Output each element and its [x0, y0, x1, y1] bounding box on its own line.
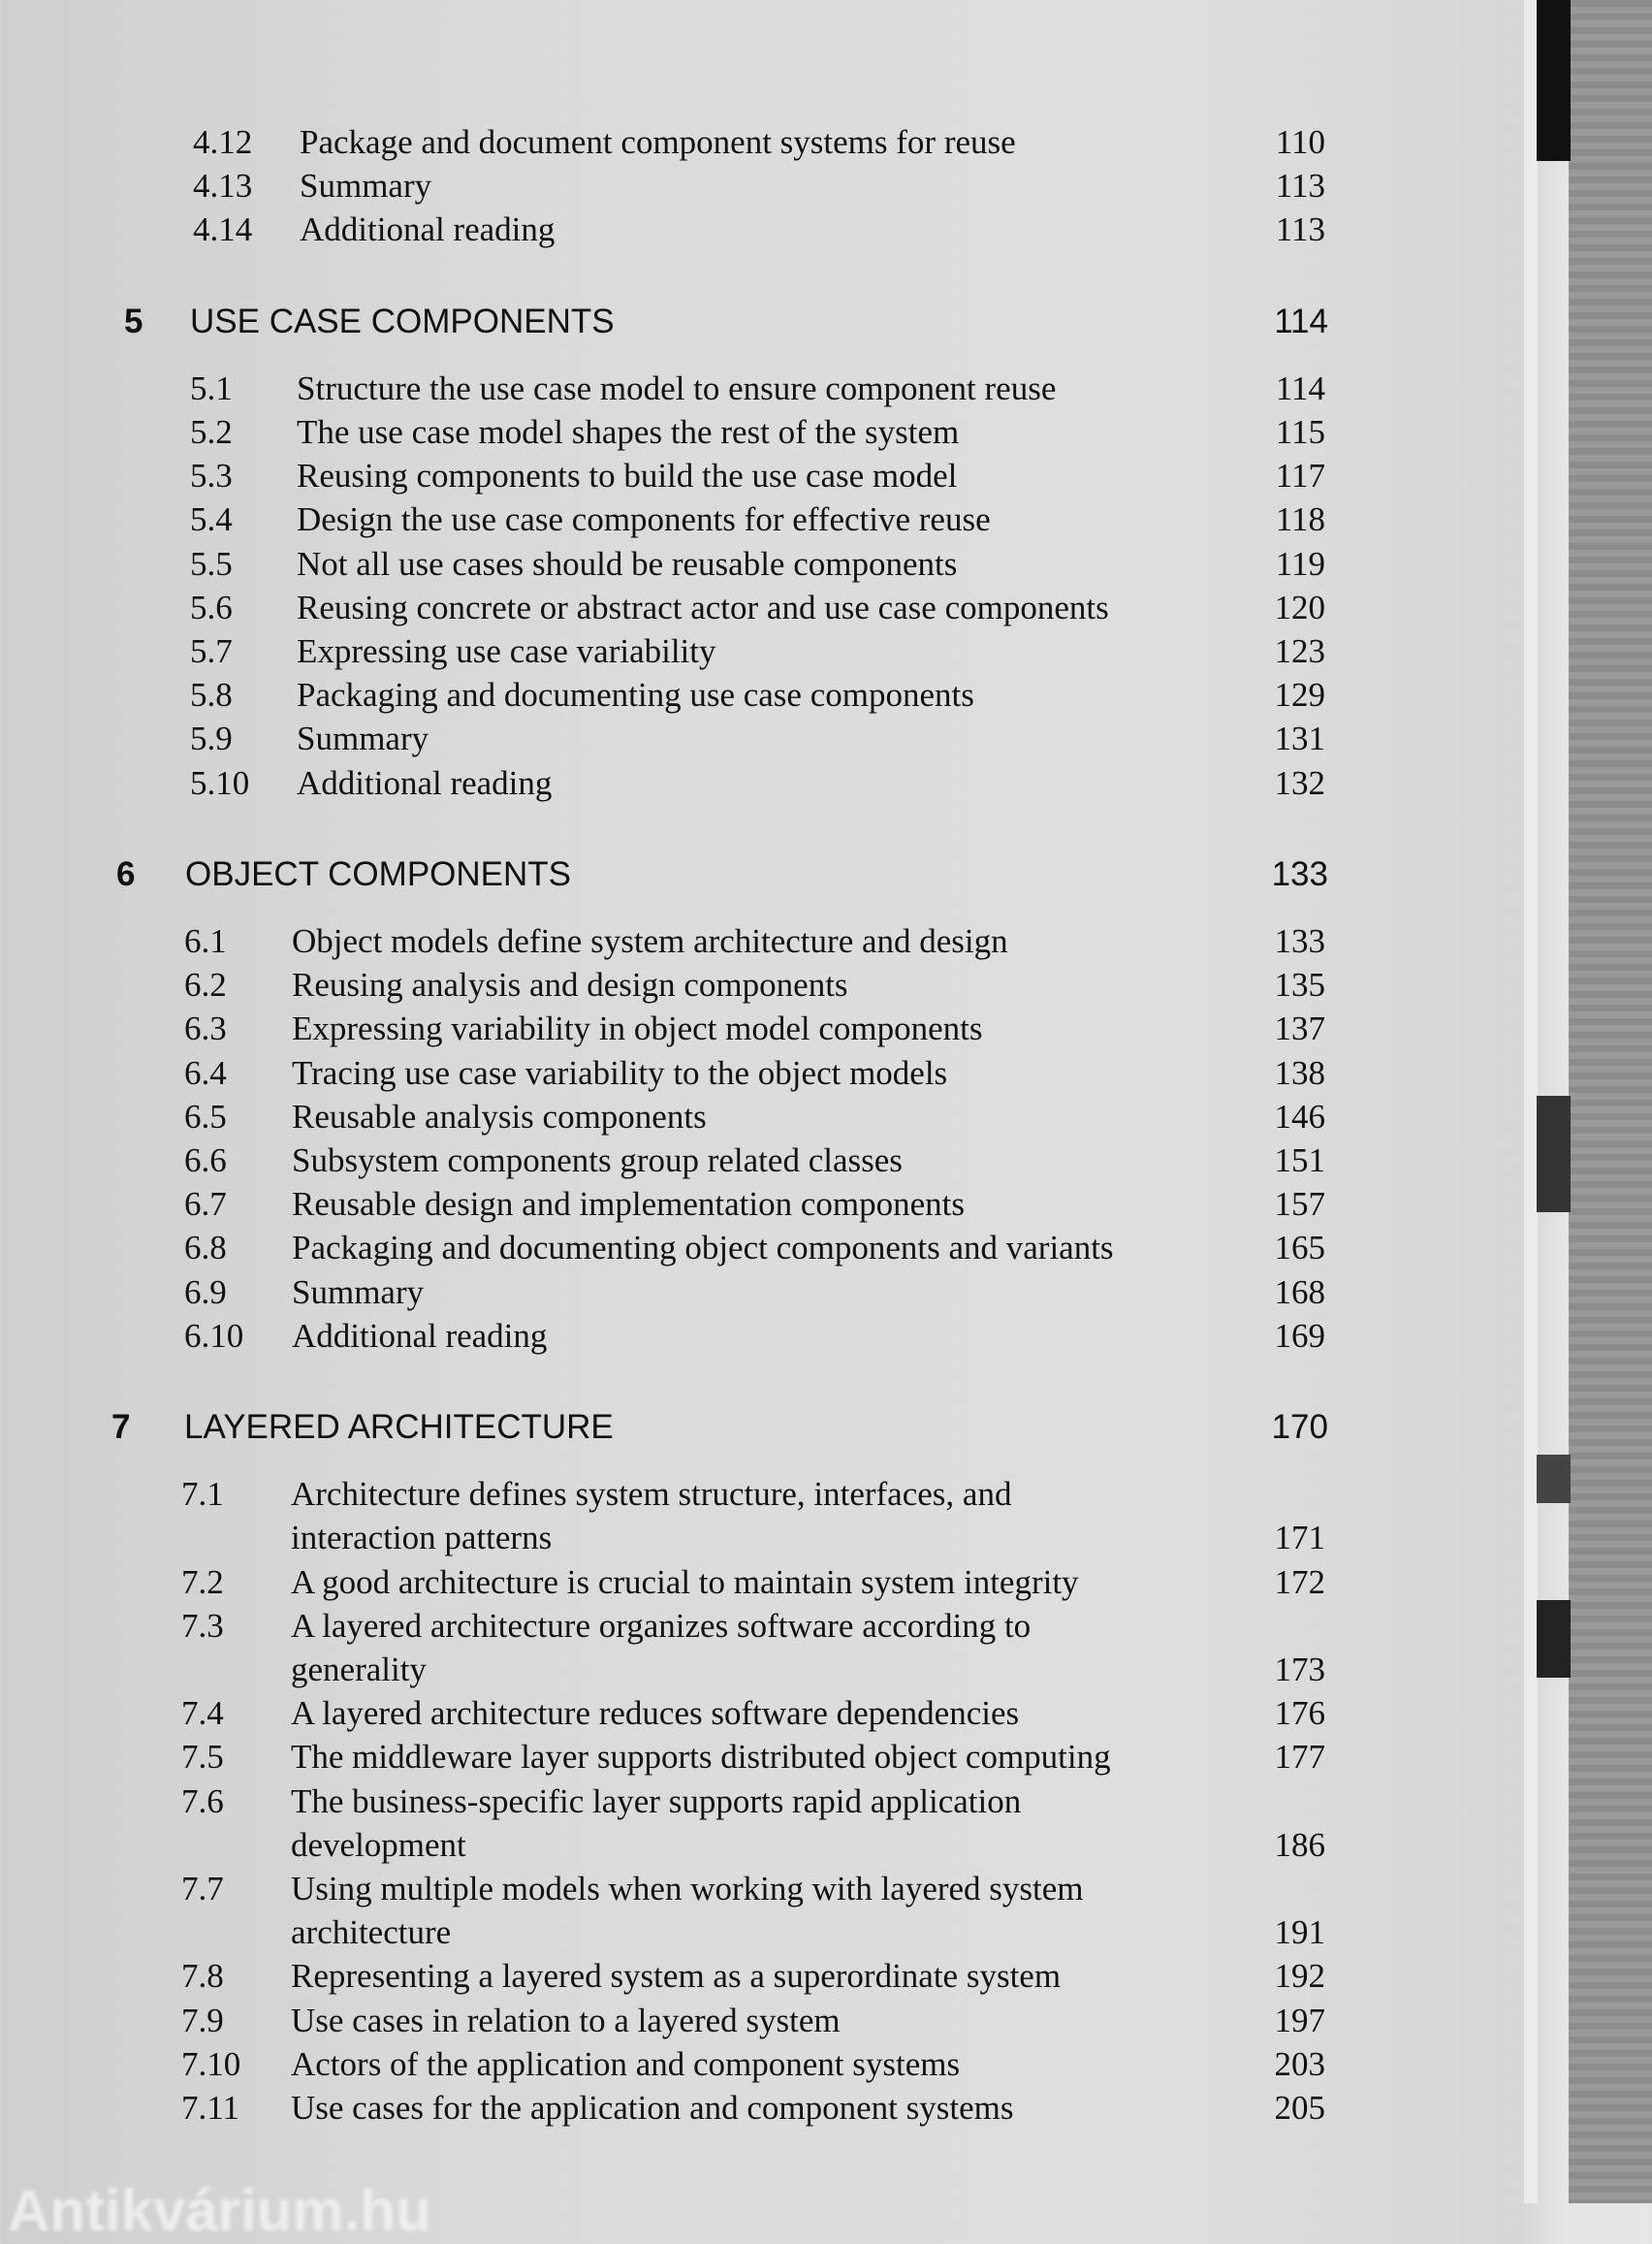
- background-surface: [1569, 0, 1652, 2203]
- section-title: Reusable design and implementation components: [292, 1185, 966, 1224]
- section-title: Package and document component systems for reuse: [300, 123, 1016, 161]
- toc-entry: [0, 919, 1357, 963]
- toc-entry: [0, 963, 1357, 1007]
- section-title: Additional reading: [300, 210, 556, 249]
- section-title: interaction patterns: [291, 1519, 553, 1557]
- section-number: 6.3: [184, 1010, 227, 1048]
- watermark: Antikvárium.hu: [8, 2178, 431, 2243]
- page-number: 138: [1274, 1053, 1325, 1092]
- section-title: LAYERED ARCHITECTURE: [184, 1408, 614, 1446]
- section-title: Representing a layered system as a superordinate system: [291, 1957, 1062, 1996]
- page-number: 170: [1271, 1408, 1328, 1446]
- page-number: 172: [1274, 1562, 1325, 1601]
- page-number: 114: [1274, 302, 1328, 340]
- toc-entry: [0, 1910, 1357, 1954]
- section-number: 5.8: [190, 676, 233, 715]
- page-number: 165: [1274, 1229, 1325, 1267]
- section-number: 7.7: [181, 1870, 224, 1907]
- section-number: 7.6: [181, 1781, 224, 1820]
- section-number: 5.1: [190, 369, 233, 407]
- chapter-heading: [0, 300, 1357, 343]
- section-title: Use cases in relation to a layered system: [291, 2001, 841, 2039]
- page-number: 173: [1274, 1651, 1325, 1688]
- toc-entry: [0, 1472, 1357, 1516]
- section-title: Reusable analysis components: [292, 1097, 707, 1136]
- toc-entry: [0, 1735, 1357, 1779]
- toc-entry: [0, 673, 1357, 717]
- toc-entry: [0, 1954, 1357, 1998]
- toc-entry: [0, 1095, 1357, 1138]
- section-title: Reusing concrete or abstract actor and use case components: [297, 588, 1109, 626]
- toc-entry: [0, 1867, 1357, 1910]
- toc-entry: [0, 1516, 1357, 1559]
- section-title: The middleware layer supports distributed object computing: [291, 1738, 1111, 1777]
- section-title: Additional reading: [297, 763, 553, 802]
- toc-entry: [0, 1604, 1357, 1648]
- chapter-heading: [0, 852, 1357, 896]
- section-number: 5.2: [190, 413, 233, 451]
- section-title: Use cases for the application and component systems: [291, 2089, 1014, 2127]
- section-title: Additional reading: [292, 1316, 548, 1355]
- section-number: 7.1: [181, 1475, 224, 1514]
- section-title: A good architecture is crucial to maintain system integrity: [291, 1562, 1079, 1601]
- section-title: Architecture defines system structure, interfaces, and: [291, 1475, 1012, 1514]
- section-number: 6: [116, 854, 136, 893]
- section-title: development: [291, 1825, 466, 1864]
- section-title: Design the use case components for effective reuse: [297, 500, 991, 539]
- section-number: 4.14: [193, 210, 253, 249]
- page-number: 133: [1274, 922, 1325, 960]
- toc-entry: [0, 410, 1357, 454]
- section-title: Actors of the application and component systems: [291, 2044, 961, 2083]
- section-title: Summary: [300, 167, 432, 206]
- page-number: 169: [1274, 1316, 1325, 1355]
- section-number: 4.12: [193, 123, 253, 161]
- toc-entry: [0, 1560, 1357, 1604]
- toc-entry: [0, 120, 1357, 164]
- toc-entry: [0, 454, 1357, 497]
- toc-entry: [0, 586, 1357, 629]
- toc-entry: [0, 717, 1357, 760]
- section-number: 7.10: [181, 2044, 241, 2083]
- chapter-heading: [0, 1405, 1357, 1449]
- section-number: 6.6: [184, 1141, 227, 1179]
- page-number: 137: [1274, 1010, 1325, 1048]
- section-number: 5.6: [190, 588, 233, 626]
- section-number: 5.10: [190, 763, 250, 802]
- book-cover-band: [1537, 0, 1571, 161]
- toc-entry: [0, 629, 1357, 673]
- page-number: 177: [1274, 1738, 1325, 1777]
- section-title: Expressing variability in object model components: [292, 1010, 983, 1048]
- toc-entry: [0, 1270, 1357, 1314]
- toc-entry: [0, 1182, 1357, 1226]
- section-number: 5.7: [190, 632, 233, 670]
- section-title: The use case model shapes the rest of the system: [297, 413, 960, 451]
- section-number: 5.3: [190, 457, 233, 496]
- page-number: 123: [1274, 632, 1325, 670]
- page-number: 133: [1271, 854, 1328, 893]
- section-number: 6.9: [184, 1272, 227, 1311]
- section-number: 5.9: [190, 720, 233, 758]
- toc-entry: [0, 1007, 1357, 1050]
- toc-entry: [0, 1226, 1357, 1269]
- section-title: Structure the use case model to ensure component reuse: [297, 369, 1057, 407]
- page-number: 114: [1275, 369, 1325, 407]
- toc-entry: [0, 1779, 1357, 1823]
- toc-entry: [0, 1648, 1357, 1691]
- section-number: 6.4: [184, 1053, 227, 1092]
- page-number: 197: [1274, 2001, 1325, 2039]
- section-title: Summary: [292, 1272, 425, 1311]
- page-number: 110: [1275, 123, 1325, 161]
- page-number: 120: [1274, 588, 1325, 626]
- toc-entry: [0, 1138, 1357, 1182]
- page-number: 129: [1274, 676, 1325, 715]
- section-title: Summary: [297, 720, 429, 758]
- section-title: Subsystem components group related classes: [292, 1141, 903, 1179]
- toc-entry: [0, 1691, 1357, 1735]
- toc-entry: [0, 1314, 1357, 1358]
- page-number: 157: [1274, 1185, 1325, 1224]
- section-number: 6.2: [184, 966, 227, 1005]
- toc-entry: [0, 542, 1357, 586]
- page-number: 135: [1274, 966, 1325, 1005]
- page-number: 205: [1274, 2089, 1325, 2127]
- section-number: 7.8: [181, 1957, 224, 1996]
- section-title: Using multiple models when working with layered system: [291, 1870, 1084, 1907]
- book-cover-band: [1537, 1096, 1571, 1212]
- section-title: Packaging and documenting use case components: [297, 676, 974, 715]
- page-number: 186: [1274, 1825, 1325, 1864]
- section-number: 7.5: [181, 1738, 224, 1777]
- section-title: Reusing components to build the use case model: [297, 457, 958, 496]
- page-number: 171: [1274, 1519, 1325, 1557]
- section-title: A layered architecture reduces software dependencies: [291, 1694, 1020, 1733]
- section-number: 6.1: [184, 922, 227, 960]
- section-number: 6.8: [184, 1229, 227, 1267]
- section-number: 5.4: [190, 500, 233, 539]
- page-number: 176: [1274, 1694, 1325, 1733]
- section-number: 7.11: [181, 2089, 239, 2127]
- page-number: 119: [1275, 544, 1325, 583]
- book-cover-band: [1537, 1455, 1571, 1503]
- page-number: 203: [1274, 2044, 1325, 2083]
- toc-entry: [0, 2086, 1357, 2130]
- toc-entry: [0, 1051, 1357, 1095]
- toc-entry: [0, 164, 1357, 208]
- toc-entry: [0, 1999, 1357, 2042]
- page-number: 113: [1275, 167, 1325, 206]
- page-number: 146: [1274, 1097, 1325, 1136]
- toc-entry: [0, 1823, 1357, 1867]
- section-number: 5: [124, 302, 143, 340]
- toc-entry: [0, 2042, 1357, 2086]
- page-number: 132: [1274, 763, 1325, 802]
- section-number: 6.5: [184, 1097, 227, 1136]
- section-title: Reusing analysis and design components: [292, 966, 848, 1005]
- section-title: OBJECT COMPONENTS: [185, 854, 572, 893]
- section-title: architecture: [291, 1913, 452, 1952]
- section-title: The business-specific layer supports rapid application: [291, 1781, 1022, 1820]
- section-title: USE CASE COMPONENTS: [190, 302, 615, 340]
- toc-entry: [0, 497, 1357, 541]
- section-title: Packaging and documenting object components and variants: [292, 1229, 1114, 1267]
- section-number: 5.5: [190, 544, 233, 583]
- section-title: Not all use cases should be reusable components: [297, 544, 958, 583]
- page-number: 117: [1275, 457, 1325, 496]
- page-number: 168: [1274, 1272, 1325, 1311]
- section-number: 7.3: [181, 1606, 224, 1645]
- page-number: 191: [1274, 1913, 1325, 1952]
- page-number: 151: [1274, 1141, 1325, 1179]
- page-number: 115: [1275, 413, 1325, 451]
- section-title: Expressing use case variability: [297, 632, 716, 670]
- section-number: 7: [111, 1408, 131, 1446]
- page-number: 113: [1275, 210, 1325, 249]
- section-title: generality: [291, 1651, 427, 1688]
- section-number: 7.4: [181, 1694, 224, 1733]
- section-title: Tracing use case variability to the object models: [292, 1053, 948, 1092]
- section-title: A layered architecture organizes software according to: [291, 1606, 1032, 1645]
- section-number: 4.13: [193, 167, 253, 206]
- section-number: 7.2: [181, 1562, 224, 1601]
- page-number: 118: [1275, 500, 1325, 539]
- section-number: 6.7: [184, 1185, 227, 1224]
- page-number: 192: [1274, 1957, 1325, 1996]
- section-number: 7.9: [181, 2001, 224, 2039]
- book-cover-band: [1537, 1600, 1571, 1678]
- toc-entry: [0, 761, 1357, 805]
- page-number: 131: [1274, 720, 1325, 758]
- section-title: Object models define system architecture and design: [292, 922, 1008, 960]
- section-number: 6.10: [184, 1316, 244, 1355]
- toc-entry: [0, 367, 1357, 410]
- toc-entry: [0, 208, 1357, 251]
